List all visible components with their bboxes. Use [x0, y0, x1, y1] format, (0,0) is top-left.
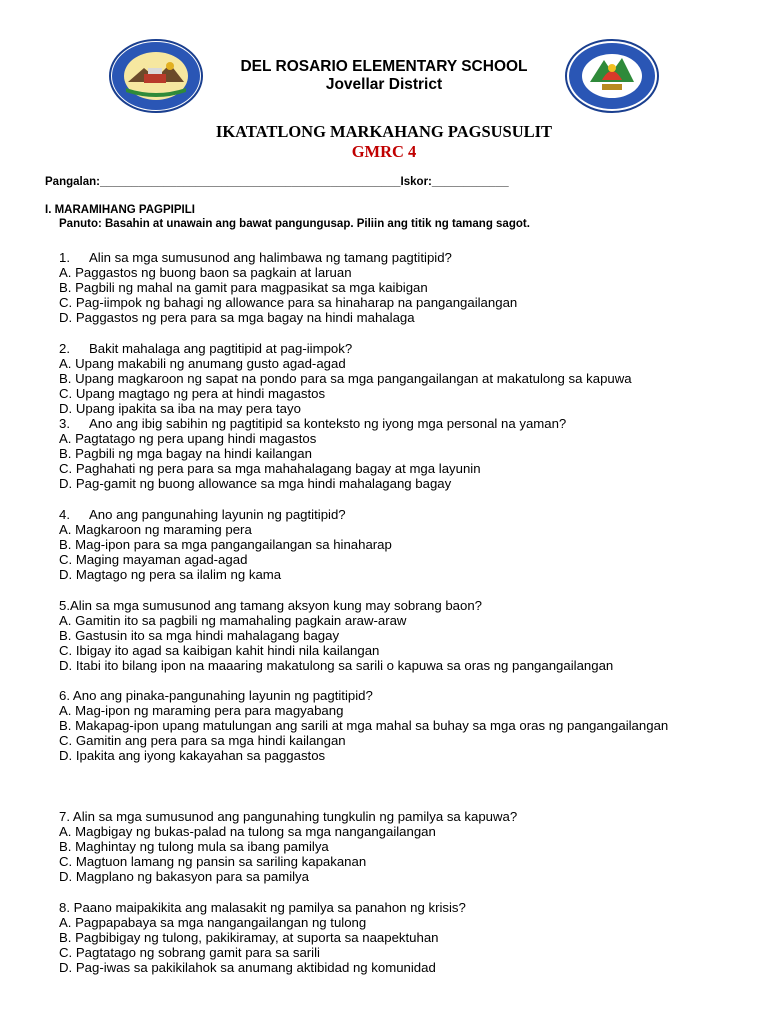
exam-subject: GMRC 4 [351, 142, 417, 161]
choice-a: A. Pagtatago ng pera upang hindi magastos [59, 431, 317, 447]
question-8 [59, 900, 466, 975]
question-stem: 8. Paano maipakikita ang malasakit ng pamilya sa panahon ng krisis? [59, 900, 466, 915]
question-stem: 5.Alin sa mga sumusunod ang tamang aksyon kung may sobrang baon? [59, 598, 482, 613]
choice-c: C. Pag-iimpok ng bahagi ng allowance para sa hinaharap na pangangailangan [59, 295, 518, 311]
question-stem: 7. Alin sa mga sumusunod ang pangunahing tungkulin ng pamilya sa kapuwa? [59, 809, 518, 824]
school-header [180, 58, 588, 94]
choice-b: B. Gastusin ito sa mga hindi mahalagang bagay [59, 628, 340, 644]
choice-a: A. Magbigay ng bukas-palad na tulong sa mga nangangailangan [59, 824, 436, 840]
choice-b: B. Upang magkaroon ng sapat na pondo para sa mga pangangailangan at makatulong sa kapuwa [59, 371, 632, 387]
choice-c: C. Magtuon lamang ng pansin sa sariling kapakanan [59, 854, 367, 870]
question-7 [59, 809, 517, 884]
choice-c: C. Pagtatago ng sobrang gamit para sa sarili [59, 945, 320, 961]
choice-a: A. Mag-ipon ng maraming pera para magyabang [59, 703, 344, 719]
question-number: 2. [59, 341, 70, 356]
choice-c: C. Gamitin ang pera para sa mga hindi kailangan [59, 733, 346, 749]
choice-a: A. Gamitin ito sa pagbili ng mamahaling pagkain araw-araw [59, 613, 407, 629]
choice-c: C. Upang magtago ng pera at hindi magastos [59, 386, 326, 402]
choice-b: B. Pagbili ng mga bagay na hindi kailangan [59, 446, 312, 462]
school-name: DEL ROSARIO ELEMENTARY SCHOOL [240, 58, 528, 75]
choice-c: C. Paghahati ng pera para sa mga mahahalagang bagay at mga layunin [59, 461, 481, 477]
question-2 [59, 341, 632, 416]
choice-d: D. Itabi ito bilang ipon na maaaring makatulong sa sarili o kapuwa sa oras ng pangangailangan [59, 658, 614, 674]
question-stem: 2. Bakit mahalaga ang pagtitipid at pag-iimpok? [59, 341, 353, 356]
directions: Panuto: Basahin at unawain ang bawat pangungusap. Piliin ang titik ng tamang sagot. [59, 218, 530, 230]
question-stem: 6. Ano ang pinaka-pangunahing layunin ng pagtitipid? [59, 688, 373, 703]
question-stem: 3. Ano ang ibig sabihin ng pagtitipid sa konteksto ng iyong mga personal na yaman? [59, 416, 567, 431]
choice-a: A. Paggastos ng buong baon sa pagkain at laruan [59, 265, 352, 281]
choice-b: B. Mag-ipon para sa mga pangangailangan sa hinaharap [59, 537, 392, 553]
choice-a: A. Pagpapabaya sa mga nangangailangan ng tulong [59, 915, 367, 931]
district-name: Jovellar District [325, 76, 443, 93]
question-4 [59, 507, 392, 582]
choice-b: B. Pagbili ng mahal na gamit para magpasikat sa mga kaibigan [59, 280, 428, 296]
question-5 [59, 598, 613, 673]
choice-d: D. Ipakita ang iyong kakayahan sa paggastos [59, 748, 326, 764]
name-score-line: Pangalan:_______________________________________________Iskor:____________ [45, 176, 509, 188]
question-number: 3. [59, 416, 70, 431]
exam-title: IKATATLONG MARKAHANG PAGSUSULIT [215, 122, 553, 141]
question-1 [59, 250, 517, 325]
question-stem: 4. Ano ang pangunahing layunin ng pagtitipid? [59, 507, 346, 522]
choice-b: B. Makapag-ipon upang matulungan ang sarili at mga mahal sa buhay sa mga oras ng pangangailangan [59, 718, 669, 734]
question-stem: 1. Alin sa mga sumusunod ang halimbawa ng tamang pagtitipid? [59, 250, 452, 265]
choice-d: D. Pag-iwas sa pakikilahok sa anumang aktibidad ng komunidad [59, 960, 436, 976]
question-number: 1. [59, 250, 70, 265]
choice-d: D. Upang ipakita sa iba na may pera tayo [59, 401, 301, 417]
choice-d: D. Paggastos ng pera para sa mga bagay na hindi mahalaga [59, 310, 415, 326]
choice-d: D. Pag-gamit ng buong allowance sa mga hindi mahalagang bagay [59, 476, 452, 492]
choice-d: D. Magtago ng pera sa ilalim ng kama [59, 567, 282, 583]
choice-a: A. Magkaroon ng maraming pera [59, 522, 252, 538]
section-title: I. MARAMIHANG PAGPIPILI [45, 204, 195, 216]
question-6 [59, 688, 719, 763]
question-number: 4. [59, 507, 70, 522]
choice-b: B. Maghintay ng tulong mula sa ibang pamilya [59, 839, 329, 855]
choice-a: A. Upang makabili ng anumang gusto agad-agad [59, 356, 346, 372]
choice-c: C. Ibigay ito agad sa kaibigan kahit hindi nila kailangan [59, 643, 380, 659]
question-3 [59, 416, 566, 491]
choice-b: B. Pagbibigay ng tulong, pakikiramay, at suporta sa naapektuhan [59, 930, 439, 946]
choice-d: D. Magplano ng bakasyon para sa pamilya [59, 869, 309, 885]
choice-c: C. Maging mayaman agad-agad [59, 552, 248, 568]
